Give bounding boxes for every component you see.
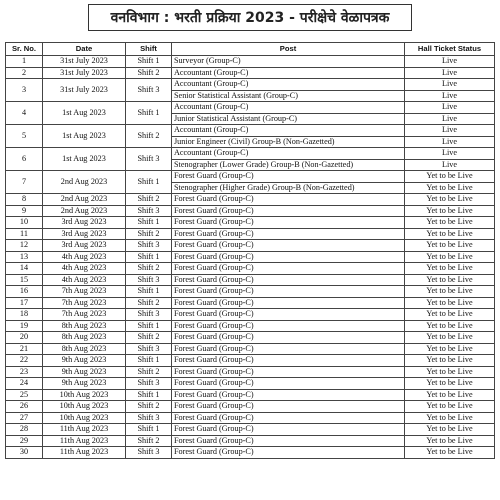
post-cell: Forest Guard (Group-C)	[172, 194, 405, 206]
hall-ticket-status-cell: Yet to be Live	[405, 286, 495, 298]
post-cell: Forest Guard (Group-C)	[172, 355, 405, 367]
shift-cell: Shift 3	[126, 378, 172, 390]
date-cell: 10th Aug 2023	[43, 412, 126, 424]
sr-no-cell: 12	[6, 240, 43, 252]
shift-cell: Shift 2	[126, 263, 172, 275]
date-cell: 7th Aug 2023	[43, 309, 126, 321]
table-row	[6, 343, 495, 355]
sr-no-cell: 29	[6, 435, 43, 447]
hall-ticket-status-cell: Yet to be Live	[405, 401, 495, 413]
hall-ticket-status-cell: Live	[405, 90, 495, 102]
table-row	[6, 378, 495, 390]
sr-no-cell: 6	[6, 148, 43, 171]
post-cell: Forest Guard (Group-C)	[172, 205, 405, 217]
date-cell: 31st July 2023	[43, 56, 126, 68]
shift-cell: Shift 2	[126, 194, 172, 206]
shift-cell: Shift 1	[126, 56, 172, 68]
hall-ticket-status-cell: Yet to be Live	[405, 435, 495, 447]
table-row	[6, 148, 495, 160]
sr-no-cell: 8	[6, 194, 43, 206]
hall-ticket-status-cell: Yet to be Live	[405, 228, 495, 240]
post-cell: Forest Guard (Group-C)	[172, 320, 405, 332]
table-row	[6, 251, 495, 263]
hall-ticket-status-cell: Yet to be Live	[405, 320, 495, 332]
hall-ticket-status-cell: Yet to be Live	[405, 412, 495, 424]
post-cell: Forest Guard (Group-C)	[172, 309, 405, 321]
hall-ticket-status-cell: Yet to be Live	[405, 297, 495, 309]
hall-ticket-status-cell: Live	[405, 125, 495, 137]
shift-cell: Shift 2	[126, 67, 172, 79]
sr-no-cell: 4	[6, 102, 43, 125]
hall-ticket-status-cell: Yet to be Live	[405, 217, 495, 229]
table-row	[6, 79, 495, 91]
hall-ticket-status-cell: Yet to be Live	[405, 332, 495, 344]
table-row	[6, 274, 495, 286]
hall-ticket-status-cell: Yet to be Live	[405, 171, 495, 183]
shift-cell: Shift 3	[126, 412, 172, 424]
shift-cell: Shift 2	[126, 125, 172, 148]
date-cell: 9th Aug 2023	[43, 355, 126, 367]
sr-no-cell: 5	[6, 125, 43, 148]
sr-no-cell: 15	[6, 274, 43, 286]
sr-no-cell: 13	[6, 251, 43, 263]
sr-no-cell: 3	[6, 79, 43, 102]
shift-cell: Shift 3	[126, 447, 172, 459]
table-row	[6, 102, 495, 114]
sr-no-cell: 17	[6, 297, 43, 309]
post-cell: Forest Guard (Group-C)	[172, 240, 405, 252]
sr-no-cell: 11	[6, 228, 43, 240]
table-row	[6, 217, 495, 229]
table-row	[6, 435, 495, 447]
date-cell: 3rd Aug 2023	[43, 228, 126, 240]
shift-cell: Shift 1	[126, 102, 172, 125]
hall-ticket-status-cell: Live	[405, 56, 495, 68]
date-cell: 4th Aug 2023	[43, 274, 126, 286]
sr-no-cell: 18	[6, 309, 43, 321]
sr-no-cell: 22	[6, 355, 43, 367]
table-body	[6, 56, 495, 459]
table-row	[6, 228, 495, 240]
date-cell: 4th Aug 2023	[43, 251, 126, 263]
sr-no-cell: 30	[6, 447, 43, 459]
sr-no-cell: 19	[6, 320, 43, 332]
hall-ticket-status-cell: Live	[405, 113, 495, 125]
post-cell: Forest Guard (Group-C)	[172, 389, 405, 401]
hall-ticket-status-cell: Yet to be Live	[405, 205, 495, 217]
shift-cell: Shift 3	[126, 79, 172, 102]
exam-schedule-table	[5, 42, 495, 459]
shift-cell: Shift 2	[126, 228, 172, 240]
table-row	[6, 297, 495, 309]
hall-ticket-status-cell: Yet to be Live	[405, 274, 495, 286]
post-cell: Stenographer (Lower Grade) Group-B (Non-Gazetted)	[172, 159, 405, 171]
header-hall-ticket-status: Hall Ticket Status	[405, 43, 495, 56]
hall-ticket-status-cell: Yet to be Live	[405, 355, 495, 367]
shift-cell: Shift 1	[126, 251, 172, 263]
shift-cell: Shift 3	[126, 240, 172, 252]
hall-ticket-status-cell: Live	[405, 159, 495, 171]
header-date: Date	[43, 43, 126, 56]
hall-ticket-status-cell: Yet to be Live	[405, 366, 495, 378]
table-row	[6, 447, 495, 459]
date-cell: 8th Aug 2023	[43, 343, 126, 355]
shift-cell: Shift 1	[126, 286, 172, 298]
header-sr-no: Sr. No.	[6, 43, 43, 56]
post-cell: Forest Guard (Group-C)	[172, 424, 405, 436]
sr-no-cell: 7	[6, 171, 43, 194]
table-row	[6, 309, 495, 321]
hall-ticket-status-cell: Yet to be Live	[405, 194, 495, 206]
hall-ticket-status-cell: Live	[405, 102, 495, 114]
table-row	[6, 125, 495, 137]
post-cell: Accountant (Group-C)	[172, 67, 405, 79]
date-cell: 3rd Aug 2023	[43, 217, 126, 229]
post-cell: Junior Statistical Assistant (Group-C)	[172, 113, 405, 125]
sr-no-cell: 25	[6, 389, 43, 401]
table-row	[6, 56, 495, 68]
post-cell: Forest Guard (Group-C)	[172, 366, 405, 378]
date-cell: 31st July 2023	[43, 79, 126, 102]
date-cell: 31st July 2023	[43, 67, 126, 79]
table-row	[6, 194, 495, 206]
shift-cell: Shift 3	[126, 343, 172, 355]
date-cell: 4th Aug 2023	[43, 263, 126, 275]
table-row	[6, 171, 495, 183]
shift-cell: Shift 3	[126, 274, 172, 286]
post-cell: Accountant (Group-C)	[172, 102, 405, 114]
shift-cell: Shift 1	[126, 389, 172, 401]
hall-ticket-status-cell: Yet to be Live	[405, 424, 495, 436]
table-row	[6, 366, 495, 378]
shift-cell: Shift 2	[126, 332, 172, 344]
date-cell: 11th Aug 2023	[43, 447, 126, 459]
date-cell: 7th Aug 2023	[43, 286, 126, 298]
post-cell: Junior Engineer (Civil) Group-B (Non-Gazetted)	[172, 136, 405, 148]
sr-no-cell: 1	[6, 56, 43, 68]
hall-ticket-status-cell: Yet to be Live	[405, 263, 495, 275]
shift-cell: Shift 3	[126, 148, 172, 171]
hall-ticket-status-cell: Live	[405, 67, 495, 79]
sr-no-cell: 9	[6, 205, 43, 217]
date-cell: 9th Aug 2023	[43, 378, 126, 390]
post-cell: Forest Guard (Group-C)	[172, 401, 405, 413]
sr-no-cell: 20	[6, 332, 43, 344]
table-row	[6, 389, 495, 401]
sr-no-cell: 16	[6, 286, 43, 298]
sr-no-cell: 14	[6, 263, 43, 275]
table-row	[6, 355, 495, 367]
post-cell: Forest Guard (Group-C)	[172, 171, 405, 183]
table-row	[6, 401, 495, 413]
sr-no-cell: 23	[6, 366, 43, 378]
hall-ticket-status-cell: Live	[405, 136, 495, 148]
date-cell: 1st Aug 2023	[43, 102, 126, 125]
post-cell: Senior Statistical Assistant (Group-C)	[172, 90, 405, 102]
hall-ticket-status-cell: Yet to be Live	[405, 343, 495, 355]
shift-cell: Shift 1	[126, 424, 172, 436]
date-cell: 8th Aug 2023	[43, 320, 126, 332]
date-cell: 10th Aug 2023	[43, 389, 126, 401]
table-row	[6, 286, 495, 298]
shift-cell: Shift 1	[126, 355, 172, 367]
post-cell: Forest Guard (Group-C)	[172, 447, 405, 459]
sr-no-cell: 28	[6, 424, 43, 436]
date-cell: 10th Aug 2023	[43, 401, 126, 413]
post-cell: Forest Guard (Group-C)	[172, 228, 405, 240]
post-cell: Forest Guard (Group-C)	[172, 332, 405, 344]
post-cell: Stenographer (Higher Grade) Group-B (Non-Gazetted)	[172, 182, 405, 194]
sr-no-cell: 26	[6, 401, 43, 413]
header-shift: Shift	[126, 43, 172, 56]
hall-ticket-status-cell: Live	[405, 79, 495, 91]
table-row	[6, 412, 495, 424]
post-cell: Forest Guard (Group-C)	[172, 251, 405, 263]
table-row	[6, 67, 495, 79]
hall-ticket-status-cell: Yet to be Live	[405, 447, 495, 459]
hall-ticket-status-cell: Yet to be Live	[405, 309, 495, 321]
post-cell: Accountant (Group-C)	[172, 148, 405, 160]
table-row	[6, 332, 495, 344]
date-cell: 2nd Aug 2023	[43, 171, 126, 194]
post-cell: Forest Guard (Group-C)	[172, 286, 405, 298]
shift-cell: Shift 3	[126, 309, 172, 321]
sr-no-cell: 2	[6, 67, 43, 79]
date-cell: 2nd Aug 2023	[43, 194, 126, 206]
post-cell: Forest Guard (Group-C)	[172, 217, 405, 229]
date-cell: 3rd Aug 2023	[43, 240, 126, 252]
shift-cell: Shift 1	[126, 217, 172, 229]
table-row	[6, 263, 495, 275]
date-cell: 11th Aug 2023	[43, 424, 126, 436]
post-cell: Forest Guard (Group-C)	[172, 435, 405, 447]
date-cell: 8th Aug 2023	[43, 332, 126, 344]
date-cell: 1st Aug 2023	[43, 125, 126, 148]
shift-cell: Shift 2	[126, 401, 172, 413]
sr-no-cell: 10	[6, 217, 43, 229]
sr-no-cell: 27	[6, 412, 43, 424]
sr-no-cell: 24	[6, 378, 43, 390]
hall-ticket-status-cell: Yet to be Live	[405, 389, 495, 401]
date-cell: 1st Aug 2023	[43, 148, 126, 171]
post-cell: Forest Guard (Group-C)	[172, 263, 405, 275]
page-title: वनविभाग : भरती प्रक्रिया 2023 - परीक्षेचे वेळापत्रक	[88, 4, 412, 31]
shift-cell: Shift 1	[126, 171, 172, 194]
table-header-row	[6, 43, 495, 56]
hall-ticket-status-cell: Live	[405, 148, 495, 160]
post-cell: Forest Guard (Group-C)	[172, 412, 405, 424]
post-cell: Accountant (Group-C)	[172, 125, 405, 137]
table-row	[6, 240, 495, 252]
post-cell: Forest Guard (Group-C)	[172, 378, 405, 390]
post-cell: Forest Guard (Group-C)	[172, 343, 405, 355]
table-row	[6, 320, 495, 332]
shift-cell: Shift 2	[126, 435, 172, 447]
table-row	[6, 424, 495, 436]
date-cell: 9th Aug 2023	[43, 366, 126, 378]
table-row	[6, 205, 495, 217]
post-cell: Accountant (Group-C)	[172, 79, 405, 91]
post-cell: Forest Guard (Group-C)	[172, 297, 405, 309]
date-cell: 7th Aug 2023	[43, 297, 126, 309]
shift-cell: Shift 1	[126, 320, 172, 332]
hall-ticket-status-cell: Yet to be Live	[405, 251, 495, 263]
hall-ticket-status-cell: Yet to be Live	[405, 240, 495, 252]
hall-ticket-status-cell: Yet to be Live	[405, 378, 495, 390]
date-cell: 11th Aug 2023	[43, 435, 126, 447]
date-cell: 2nd Aug 2023	[43, 205, 126, 217]
shift-cell: Shift 2	[126, 366, 172, 378]
sr-no-cell: 21	[6, 343, 43, 355]
post-cell: Surveyor (Group-C)	[172, 56, 405, 68]
hall-ticket-status-cell: Yet to be Live	[405, 182, 495, 194]
shift-cell: Shift 3	[126, 205, 172, 217]
shift-cell: Shift 2	[126, 297, 172, 309]
post-cell: Forest Guard (Group-C)	[172, 274, 405, 286]
header-post: Post	[172, 43, 405, 56]
